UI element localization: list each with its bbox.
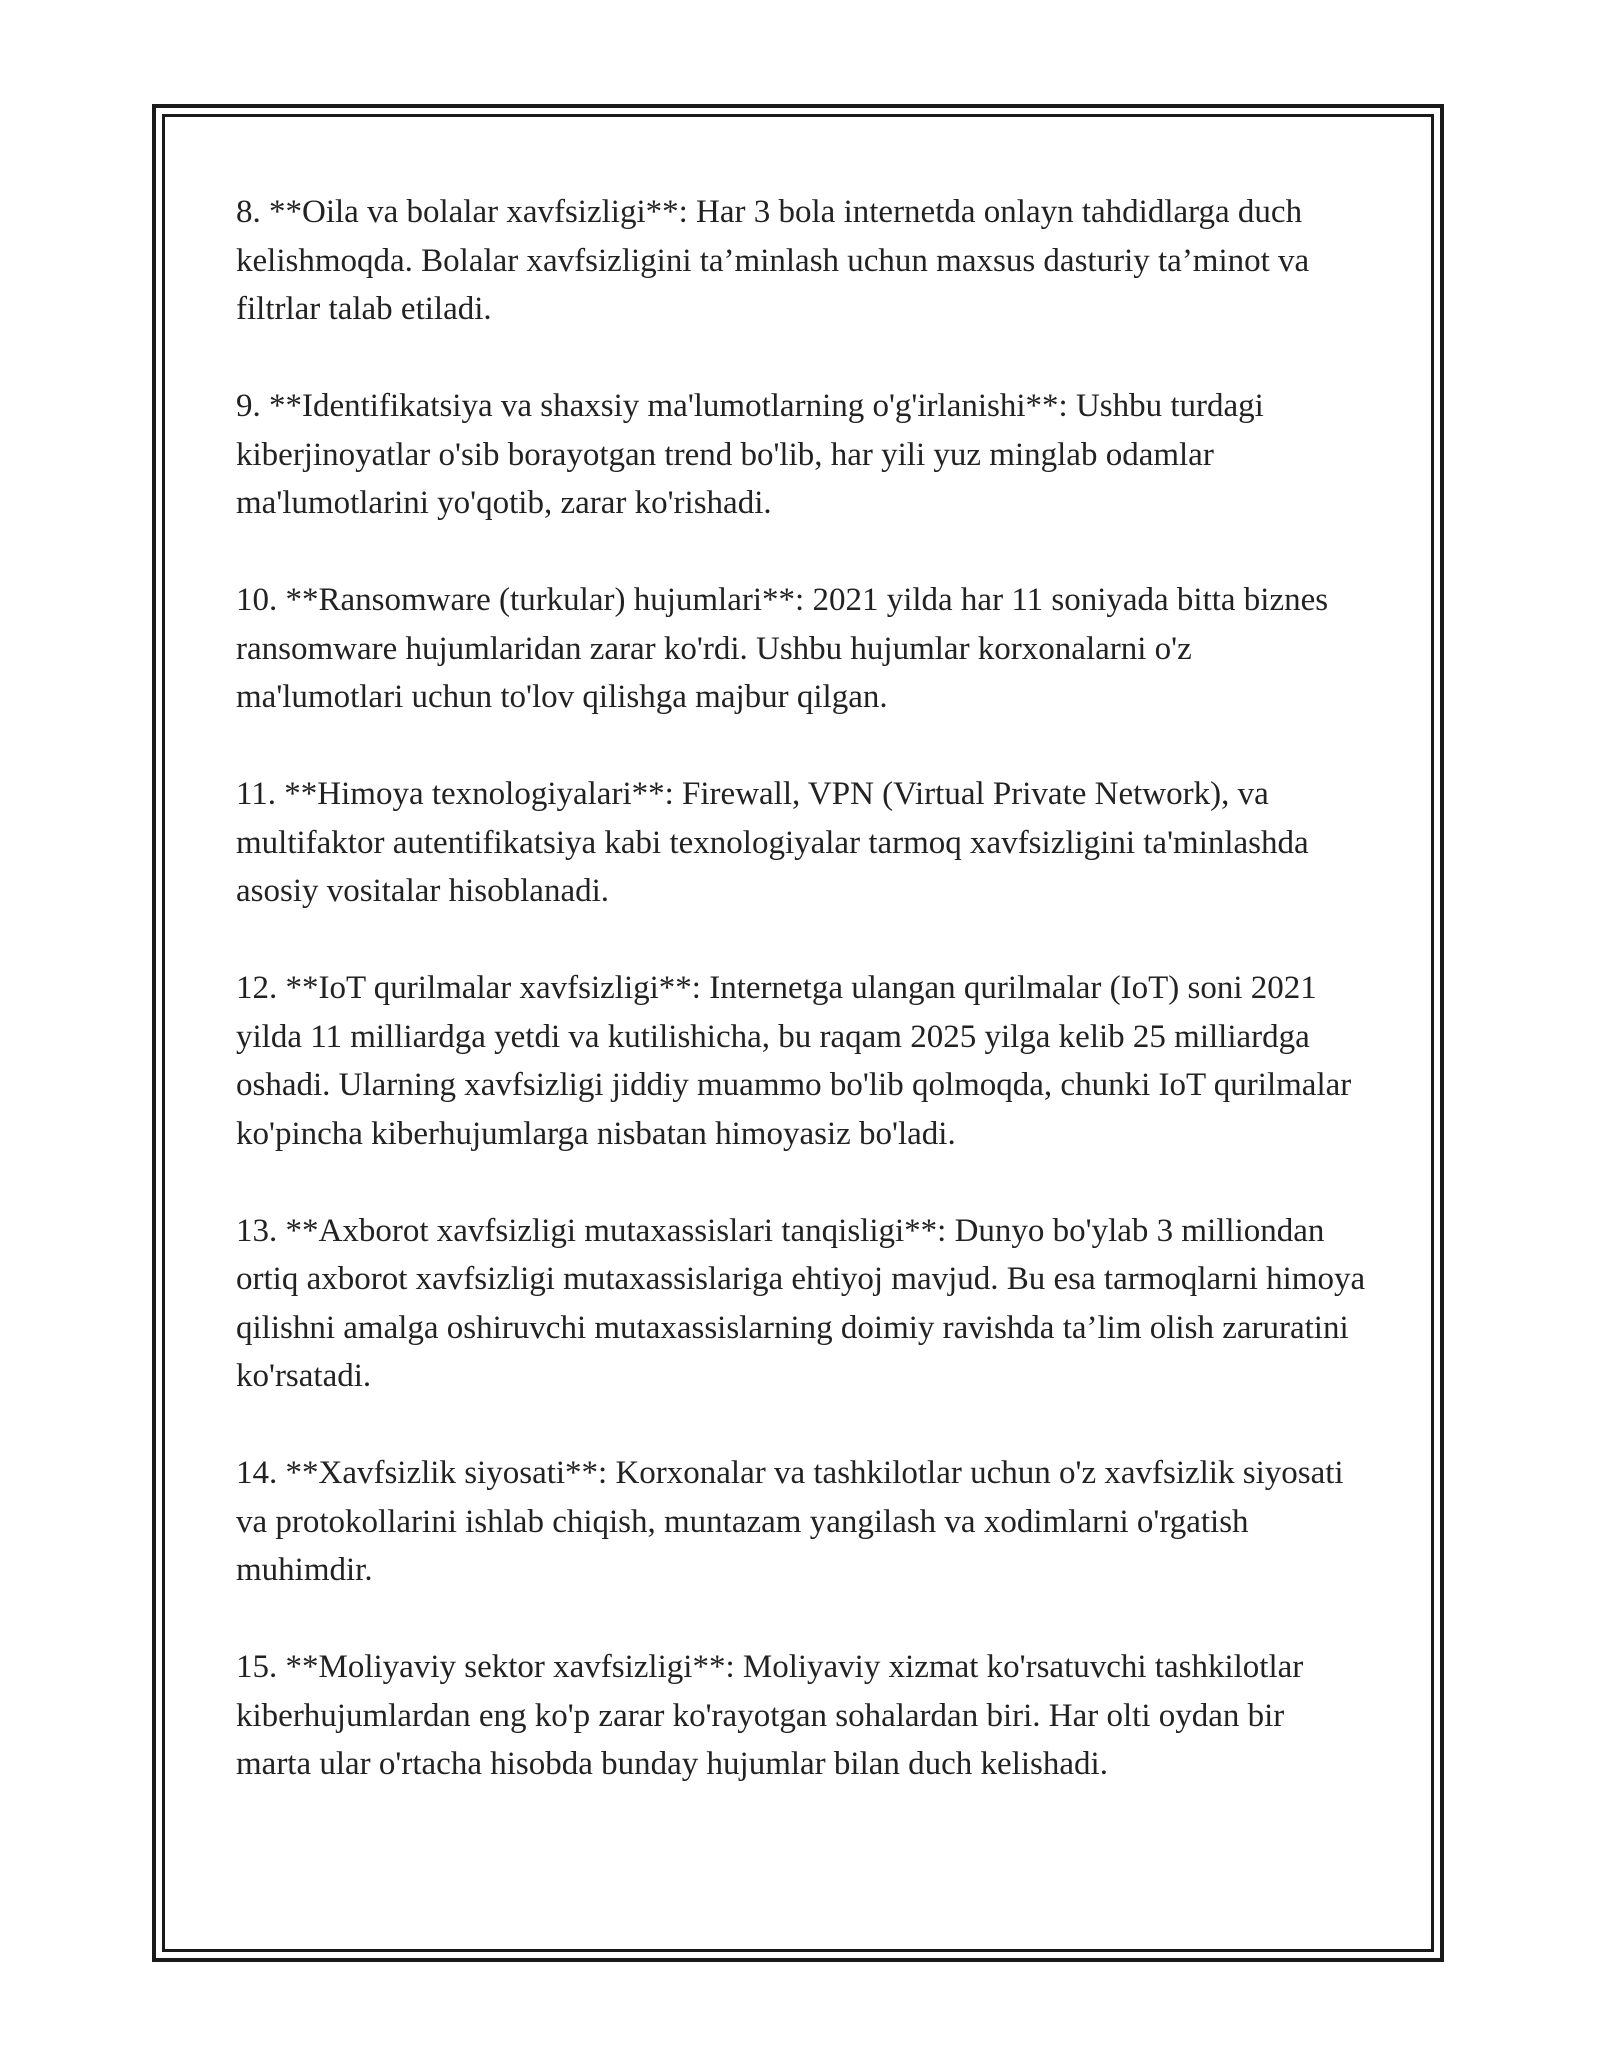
paragraph-item-9: 9. **Identifikatsiya va shaxsiy ma'lumotlarning o'g'irlanishi**: Ushbu turdagi kiberjinoyatlar o'sib borayotgan trend bo'lib, har yili yuz minglab odamlar ma'lumotlarini yo'qotib, zarar ko'rishadi. <box>236 388 1264 521</box>
paragraph-item-12: 12. **IoT qurilmalar xavfsizligi**: Internetga ulangan qurilmalar (IoT) soni 2021 yilda 11 milliardga yetdi va kutilishicha, bu raqam 2025 yilga kelib 25 milliardga oshadi. Ularning xavfsizligi jiddiy muammo bo'lib qolmoqda, chunki IoT qurilmalar ko'pincha kiberhujumlarga nisbatan himoyasiz bo'ladi. <box>236 970 1352 1152</box>
paragraph-item-13: 13. **Axborot xavfsizligi mutaxassislari tanqisligi**: Dunyo bo'ylab 3 milliondan ortiq axborot xavfsizligi mutaxassislariga ehtiyoj mavjud. Bu esa tarmoqlarni himoya qilishni amalga oshiruvchi mutaxassislarning doimiy ravishda ta’lim olish zaruratini ko'rsatadi. <box>236 1212 1366 1394</box>
paragraph-item-10: 10. **Ransomware (turkular) hujumlari**: 2021 yilda har 11 soniyada bitta biznes ransomware hujumlaridan zarar ko'rdi. Ushbu hujumlar korxonalarni o'z ma'lumotlari uchun to'lov qilishga majbur qilgan. <box>236 582 1329 715</box>
paragraph-item-11: 11. **Himoya texnologiyalari**: Firewall, VPN (Virtual Private Network), va multifaktor autentifikatsiya kabi texnologiyalar tarmoq xavfsizligini ta'minlashda asosiy vositalar hisoblanadi. <box>236 776 1309 909</box>
paragraph-item-15: 15. **Moliyaviy sektor xavfsizligi**: Moliyaviy xizmat ko'rsatuvchi tashkilotlar kiberhujumlardan eng ko'p zarar ko'rayotgan sohalardan biri. Har olti oydan bir marta ular o'rtacha hisobda bunday hujumlar bilan duch kelishadi. <box>236 1649 1304 1782</box>
document-body <box>236 188 1366 1837</box>
paragraph-item-8: 8. **Oila va bolalar xavfsizligi**: Har 3 bola internetda onlayn tahdidlarga duch kelishmoqda. Bolalar xavfsizligini ta’minlash uchun maxsus dasturiy ta’minot va filtrlar talab etiladi. <box>236 194 1310 327</box>
paragraph-item-14: 14. **Xavfsizlik siyosati**: Korxonalar va tashkilotlar uchun o'z xavfsizlik siyosati va protokollarini ishlab chiqish, muntazam yangilash va xodimlarni o'rgatish muhimdir. <box>236 1455 1344 1588</box>
